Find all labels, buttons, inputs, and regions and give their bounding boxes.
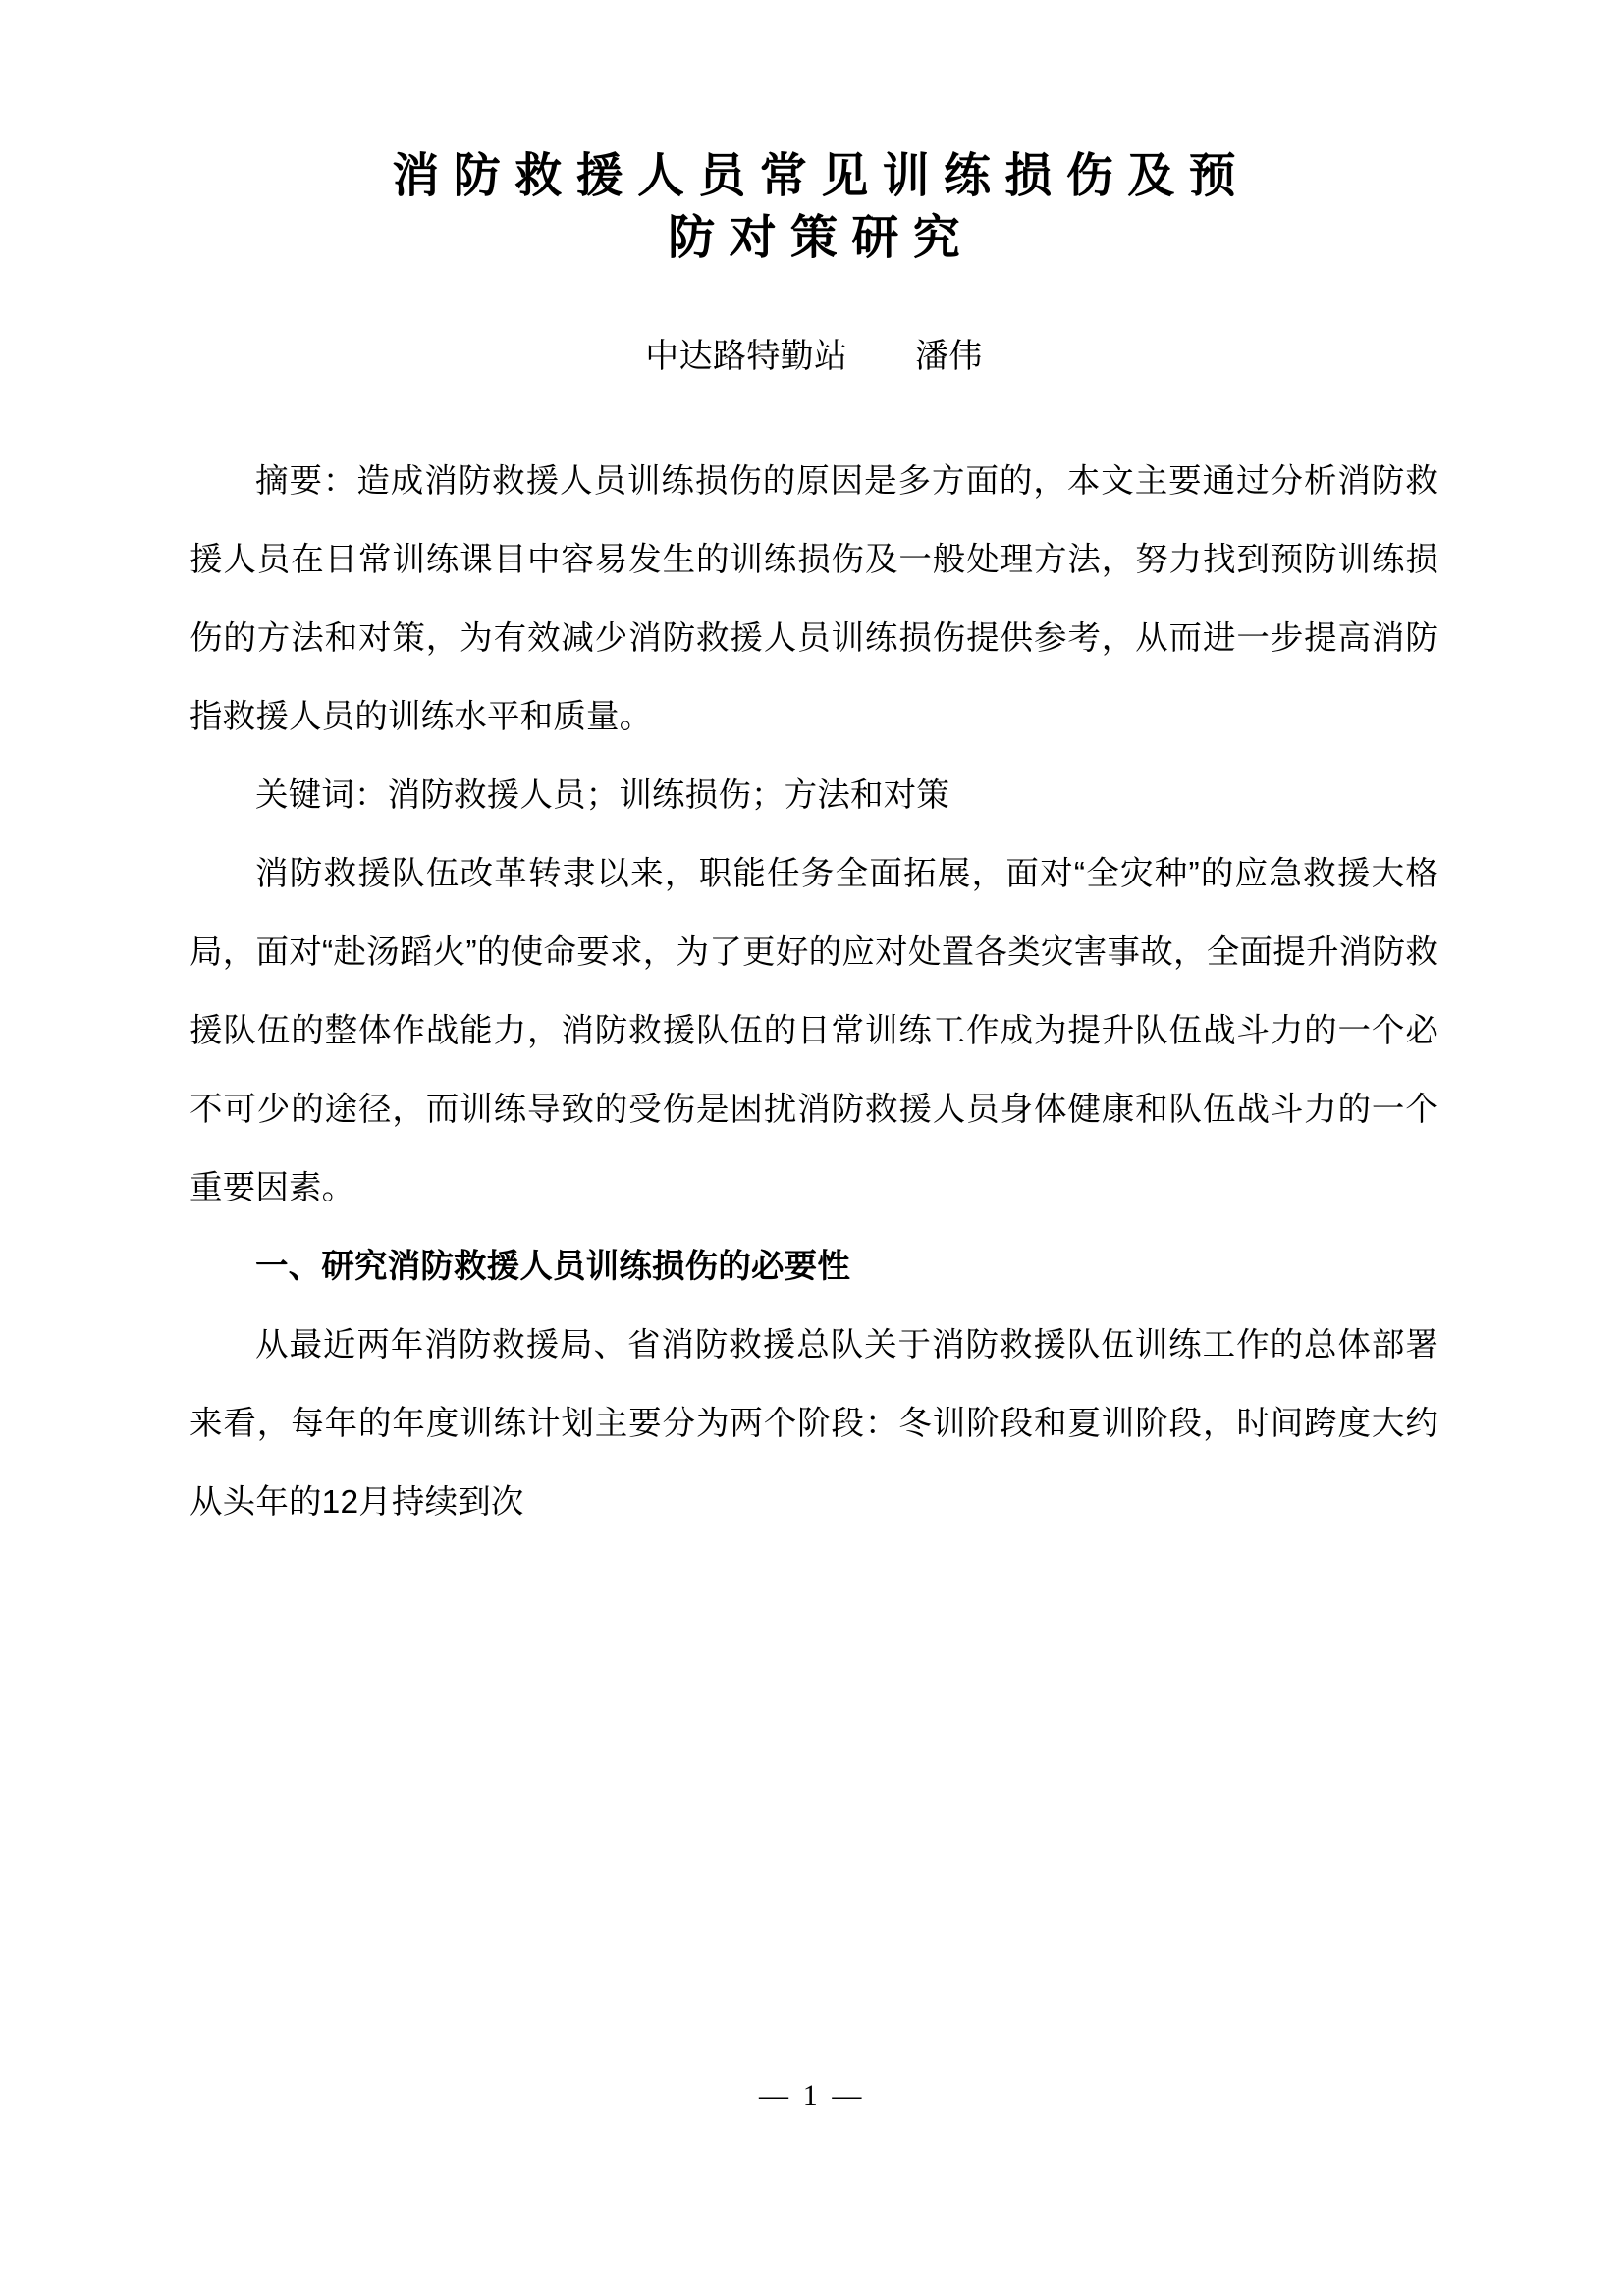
keywords-paragraph: 关键词：消防救援人员；训练损伤；方法和对策 <box>255 776 950 814</box>
title-line-1: 消防救援人员常见训练损伤及预 <box>392 150 1250 202</box>
title-line-2: 防对策研究 <box>668 212 975 265</box>
page-content <box>189 0 1438 1542</box>
author-byline: 中达路特勤站 潘伟 <box>645 337 983 375</box>
body-text <box>189 382 1438 1542</box>
abstract-paragraph: 摘要：造成消防救援人员训练损伤的原因是多方面的，本文主要通过分析消防救援人员在日常训练课目中容易发生的训练损伤及一般处理方法，努力找到预防训练损伤的方法和对策，为有效减少消防救援人员训练损伤提供参考，从而进一步提高消防指救援人员的训练水平和质量。 <box>189 462 1438 735</box>
section-heading-1: 一、研究消防救援人员训练损伤的必要性 <box>255 1248 851 1285</box>
page-title <box>189 0 1438 270</box>
page-number-footer: — 1 — <box>759 2079 865 2111</box>
introduction-paragraph: 消防救援队伍改革转隶以来，职能任务全面拓展，面对“全灾种”的应急救援大格局，面对“赴汤蹈火”的使命要求，为了更好的应对处置各类灾害事故，全面提升消防救援队伍的整体作战能力，消防救援队伍的日常训练工作成为提升队伍战斗力的一个必不可少的途径，而训练导致的受伤是困扰消防救援人员身体健康和队伍战斗力的一个重要因素。 <box>189 855 1438 1206</box>
section-1-paragraph: 从最近两年消防救援局、省消防救援总队关于消防救援队伍训练工作的总体部署来看，每年的年度训练计划主要分为两个阶段：冬训阶段和夏训阶段，时间跨度大约从头年的12月持续到次 <box>189 1326 1438 1521</box>
